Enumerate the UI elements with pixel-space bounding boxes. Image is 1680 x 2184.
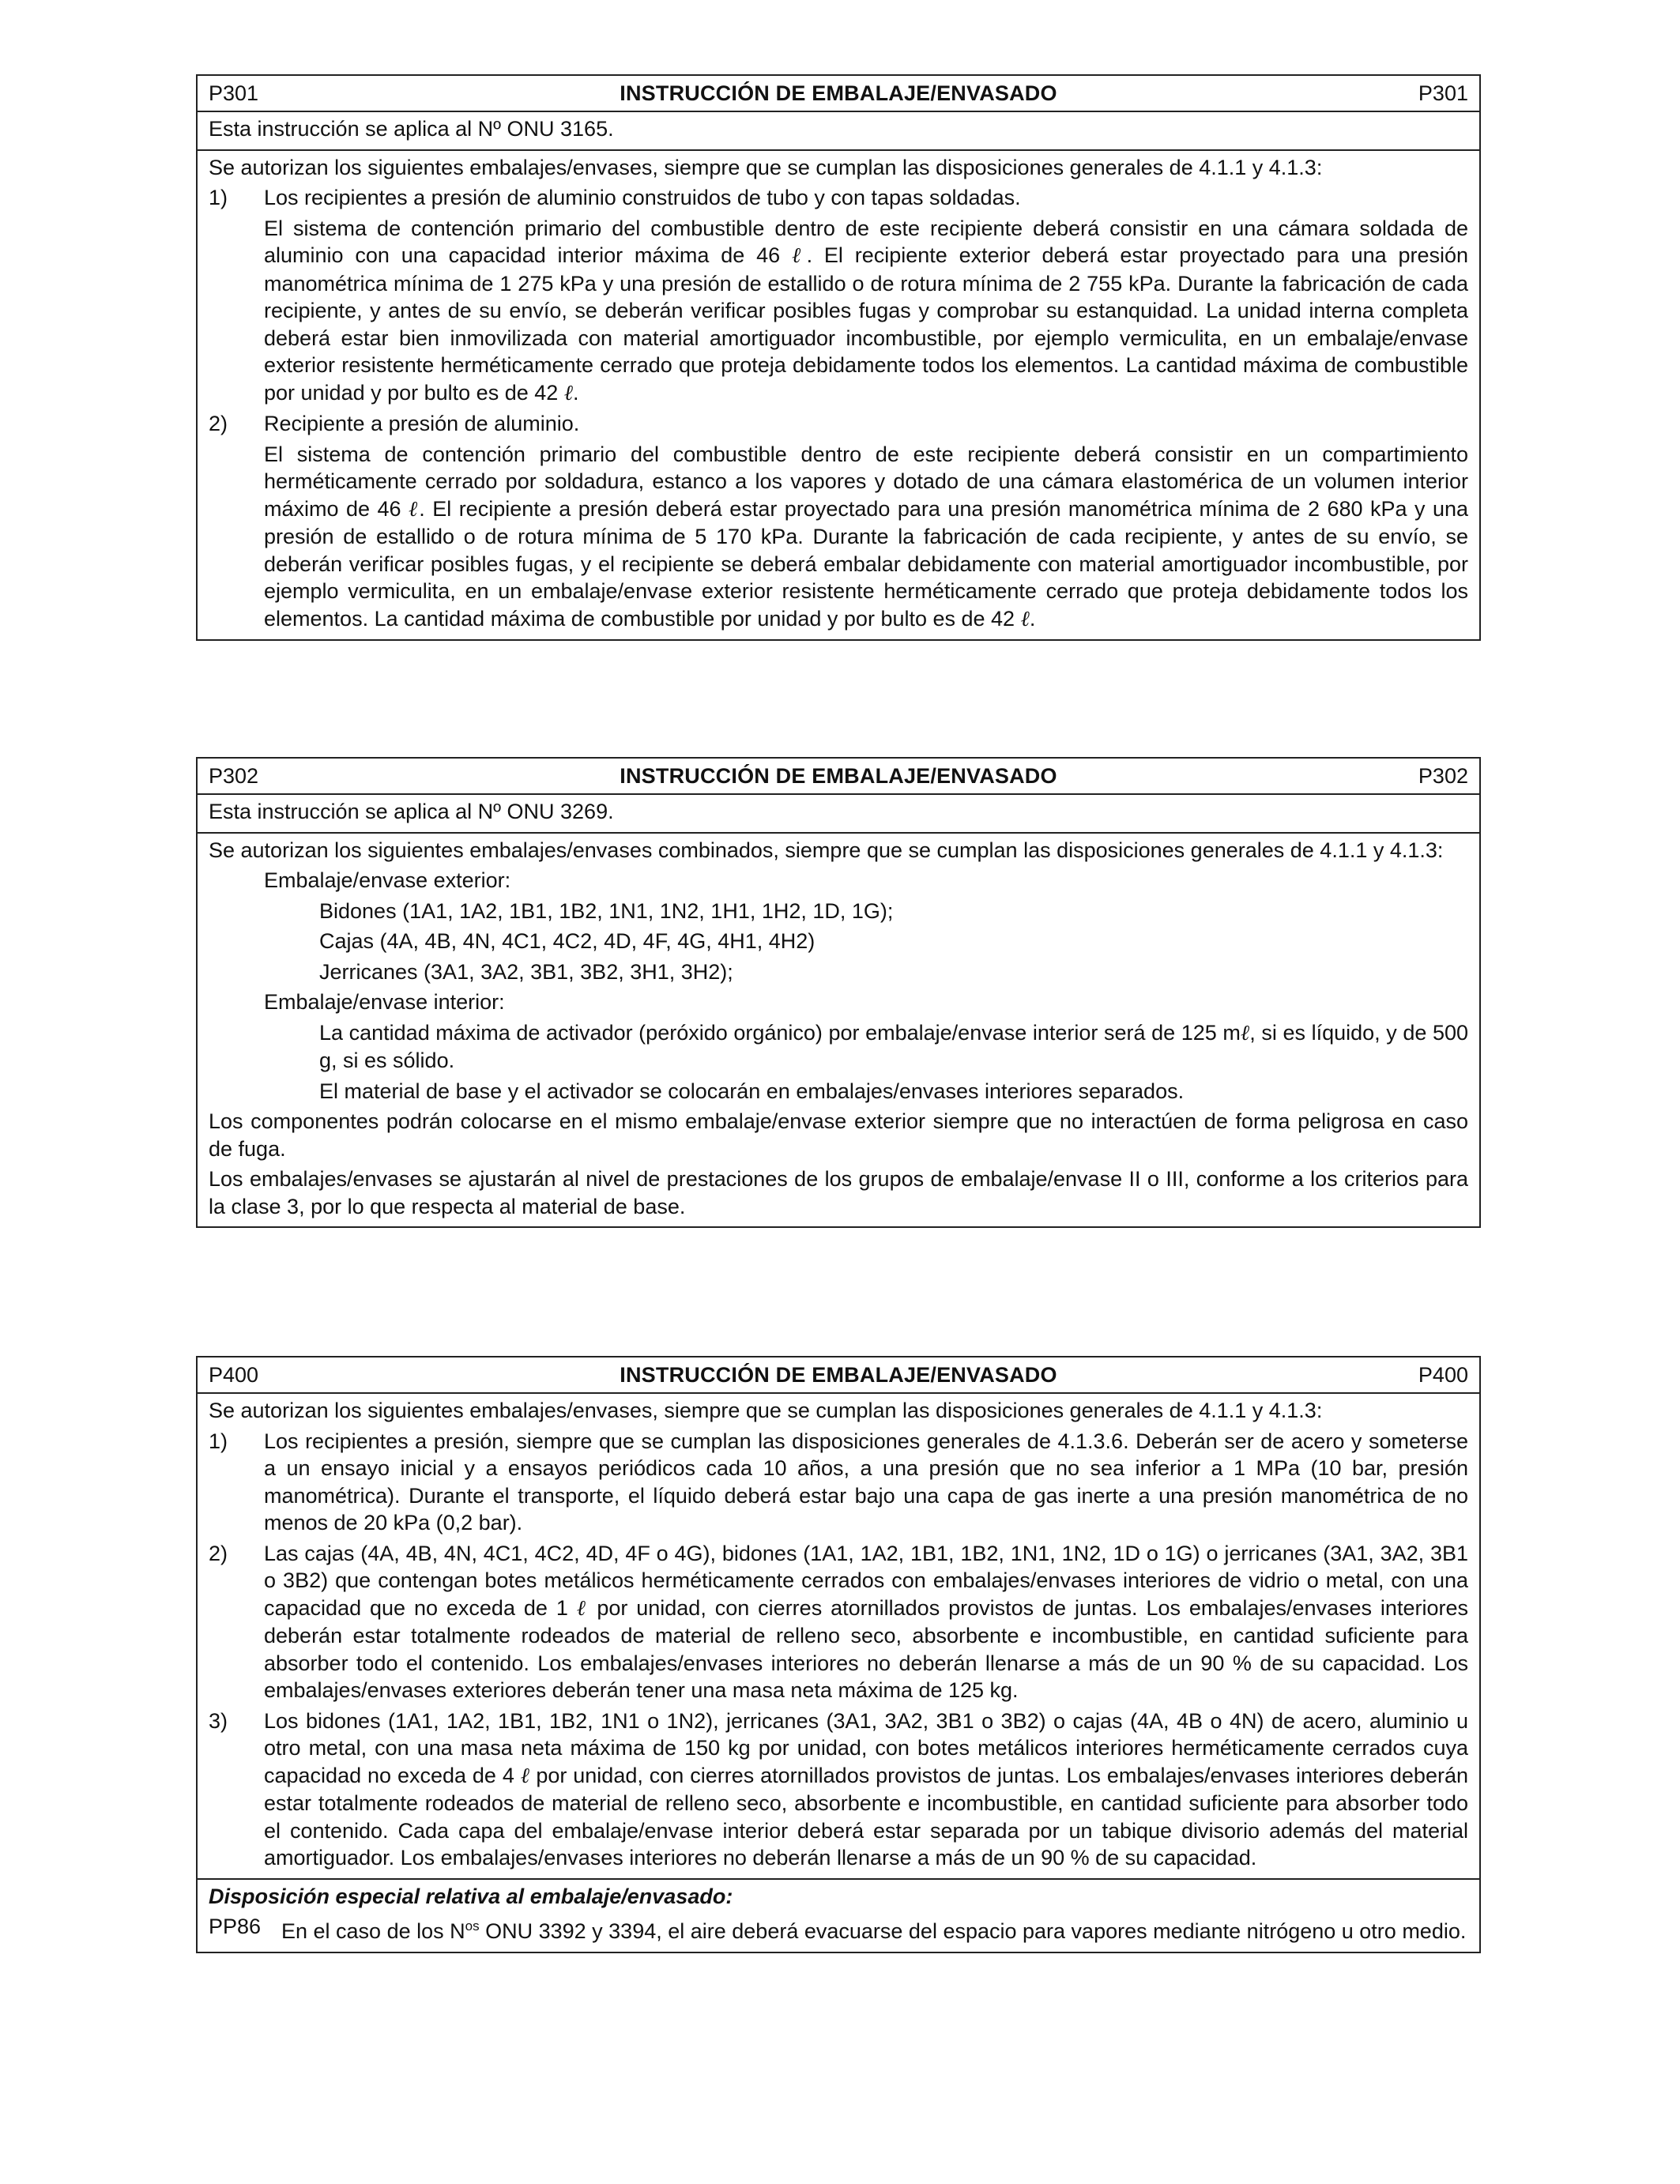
p302-inner-label: Embalaje/envase interior: (264, 990, 505, 1014)
p400-item-2-number: 2) (209, 1541, 228, 1565)
p400-content (198, 1392, 1479, 1878)
p400-code-right: P400 (1418, 1362, 1468, 1387)
p301-code-right: P301 (1418, 81, 1468, 105)
p302-note-1: Los componentes podrán colocarse en el mismo embalaje/envase exterior siempre que no interactúen de forma peligrosa en caso de fuga. (209, 1109, 1468, 1161)
p301-item-1-number: 1) (209, 186, 228, 209)
litre-symbol: ℓ (409, 496, 420, 522)
p400-header (198, 1357, 1479, 1392)
p301-item-1-text: El sistema de contención primario del combustible dentro de este recipiente deberá consistir en una cámara soldada de aluminio con una capacidad interior máxima de 46 ℓ. El recipiente exterior deberá estar proyectado para una presión manométrica mínima de 1 275 kPa y una presión de estallido o de rotura mínima de 2 755 kPa. Durante la fabricación de cada recipiente, y antes de su envío, se deberán verificar posibles fugas y comprobar su estanquidad. La unidad interna completa deberá estar bien inmovilizada con material amortiguador incombustible, por ejemplo vermiculita, en un embalaje/envase exterior resistente herméticamente cerrado que proteja debidamente todos los elementos. La cantidad máxima de combustible por unidad y por bulto es de 42 ℓ. (264, 216, 1468, 405)
p400-item-2 (209, 1540, 1468, 1704)
litre-symbol: ℓ (563, 380, 574, 405)
p301-title: INSTRUCCIÓN DE EMBALAJE/ENVASADO (620, 81, 1057, 105)
p302-title: INSTRUCCIÓN DE EMBALAJE/ENVASADO (620, 763, 1057, 788)
p302-box (196, 757, 1481, 1228)
p302-outer-item: Bidones (1A1, 1A2, 1B1, 1B2, 1N1, 1N2, 1H1, 1H2, 1D, 1G); (319, 898, 894, 923)
p400-box (196, 1356, 1481, 1953)
litre-symbol: ℓ (1020, 606, 1030, 631)
p302-outer-label: Embalaje/envase exterior: (264, 868, 511, 892)
p302-inner-text: La cantidad máxima de activador (peróxido orgánico) por embalaje/envase interior será de 125 mℓ, si es líquido, y de 500 g, si es sólido. (319, 1020, 1469, 1072)
p400-item-2-text: Las cajas (4A, 4B, 4N, 4C1, 4C2, 4D, 4F o 4G), bidones (1A1, 1A2, 1B1, 1B2, 1N1, 1N2, 1D o 1G) o jerricanes (3A1, 3A2, 3B1 o 3B2) que contengan botes metálicos herméticamente cerrados con embalajes/envases interiores de vidrio o metal, con una capacidad que no exceda de 1 ℓ por unidad, con cierres atornillados provistos de juntas. Los embalajes/envases interiores deberán estar totalmente rodeados de material de relleno seco, absorbente e incombustible, en cantidad suficiente para absorber todo el contenido. Los embalajes/envases interiores no deberán llenarse a más de un 90 % de su capacidad. Los embalajes/envases exteriores deberán tener una masa neta máxima de 125 kg. (264, 1541, 1468, 1702)
p302-note-2: Los embalajes/envases se ajustarán al nivel de prestaciones de los grupos de embalaje/envase II o III, conforme a los criterios para la clase 3, por lo que respecta al material de base. (209, 1167, 1468, 1218)
p400-title: INSTRUCCIÓN DE EMBALAJE/ENVASADO (620, 1362, 1057, 1387)
p301-header (198, 76, 1479, 111)
p400-item-1 (209, 1428, 1468, 1537)
p301-intro: Se autorizan los siguientes embalajes/envases, siempre que se cumplan las disposiciones generales de 4.1.1 y 4.1.3: (209, 155, 1323, 179)
pp86-text: En el caso de los $N^{os}$ ONU 3392 y 3394, el aire deberá evacuarse del espacio para vapores mediante nitrógeno u otro medio. (281, 1919, 1467, 1943)
p302-applies: Esta instrucción se aplica al Nº ONU 3269. (209, 800, 614, 823)
litre-symbol: ℓ (792, 243, 807, 268)
p301-item-2-number: 2) (209, 412, 228, 435)
p301-item-2-text: El sistema de contención primario del combustible dentro de este recipiente deberá consistir en un compartimiento herméticamente cerrado por soldadura, estanco a los vapores y dotado de una cámara elastomérica de un volumen interior máximo de 46 ℓ. El recipiente a presión deberá estar proyectado para una presión manométrica mínima de 2 680 kPa y una presión de estallido o de rotura mínima de 5 170 kPa. Durante la fabricación de cada recipiente, y antes de su envío, se deberán verificar posibles fugas, y el recipiente se deberá embalar debidamente con material amortiguador incombustible, por ejemplo vermiculita, en un embalaje/envase exterior resistente herméticamente cerrado que proteja debidamente todos los elementos. La cantidad máxima de combustible por unidad y por bulto es de 42 ℓ. (264, 442, 1468, 631)
litre-symbol: ℓ (1240, 1020, 1250, 1045)
p400-item-1-number: 1) (209, 1429, 228, 1453)
pp86-code: PP86 (209, 1915, 262, 1938)
p301-applies-row (198, 111, 1479, 149)
p302-header (198, 759, 1479, 793)
p301-applies: Esta instrucción se aplica al Nº ONU 3165. (209, 117, 614, 141)
p301-item-1-heading: Los recipientes a presión de aluminio construidos de tubo y con tapas soldadas. (264, 186, 1021, 209)
p400-item-1-text: Los recipientes a presión, siempre que se cumplan las disposiciones generales de 4.1.3.6. Deberán ser de acero y someterse a un ensayo inicial y a ensayos periódicos cada 10 años, a una presión que no sea inferior a 1 MPa (10 bar, presión manométrica). Durante el transporte, el líquido deberá estar bajo una capa de gas inerte a una presión manométrica de no menos de 20 kPa (0,2 bar). (264, 1429, 1468, 1534)
p400-code-left: P400 (209, 1362, 259, 1387)
p302-inner-text-2: El material de base y el activador se colocarán en embalajes/envases interiores separados. (319, 1079, 1185, 1103)
p400-intro: Se autorizan los siguientes embalajes/envases, siempre que se cumplan las disposiciones generales de 4.1.1 y 4.1.3: (209, 1399, 1323, 1422)
p302-code-left: P302 (209, 763, 259, 788)
p400-item-3 (209, 1708, 1468, 1872)
p301-box (196, 74, 1481, 641)
p301-item-2 (209, 410, 1468, 633)
p302-code-right: P302 (1418, 763, 1468, 788)
p302-applies-row (198, 793, 1479, 832)
litre-symbol: ℓ (576, 1595, 589, 1621)
p301-code-left: P301 (209, 81, 259, 105)
litre-symbol: ℓ (520, 1763, 530, 1788)
p301-item-1 (209, 184, 1468, 407)
p400-special-provision (198, 1878, 1479, 1952)
p302-content (198, 832, 1479, 1227)
p400-item-3-number: 3) (209, 1708, 228, 1733)
p302-outer-item: Cajas (4A, 4B, 4N, 4C1, 4C2, 4D, 4F, 4G, 4H1, 4H2) (319, 929, 816, 953)
p301-item-2-heading: Recipiente a presión de aluminio. (264, 412, 580, 435)
pp86-provision (209, 1913, 1468, 1945)
p302-outer-item: Jerricanes (3A1, 3A2, 3B1, 3B2, 3H1, 3H2); (319, 959, 733, 984)
p400-item-3-text: Los bidones (1A1, 1A2, 1B1, 1B2, 1N1 o 1N2), jerricanes (3A1, 3A2, 3B1 o 3B2) o cajas (4A, 4B o 4N) de acero, aluminio u otro metal, con una masa neta máxima de 150 kg por unidad, con botes metálicos interiores herméticamente cerrados cuya capacidad no exceda de 4 ℓ por unidad, con cierres atornillados provistos de juntas. Los embalajes/envases interiores deberán estar totalmente rodeados de material de relleno seco, absorbente e incombustible, en cantidad suficiente para absorber todo el contenido. Cada capa del embalaje/envase interior deberá estar separada por un tabique divisorio además del material amortiguador. Los embalajes/envases interiores no deberán llenarse a más de un 90 % de su capacidad. (264, 1708, 1468, 1870)
p302-intro: Se autorizan los siguientes embalajes/envases combinados, siempre que se cumplan las disposiciones generales de 4.1.1 y 4.1.3: (209, 838, 1444, 862)
p400-special-heading: Disposición especial relativa al embalaje/envasado: (209, 1884, 733, 1908)
p301-content (198, 149, 1479, 640)
